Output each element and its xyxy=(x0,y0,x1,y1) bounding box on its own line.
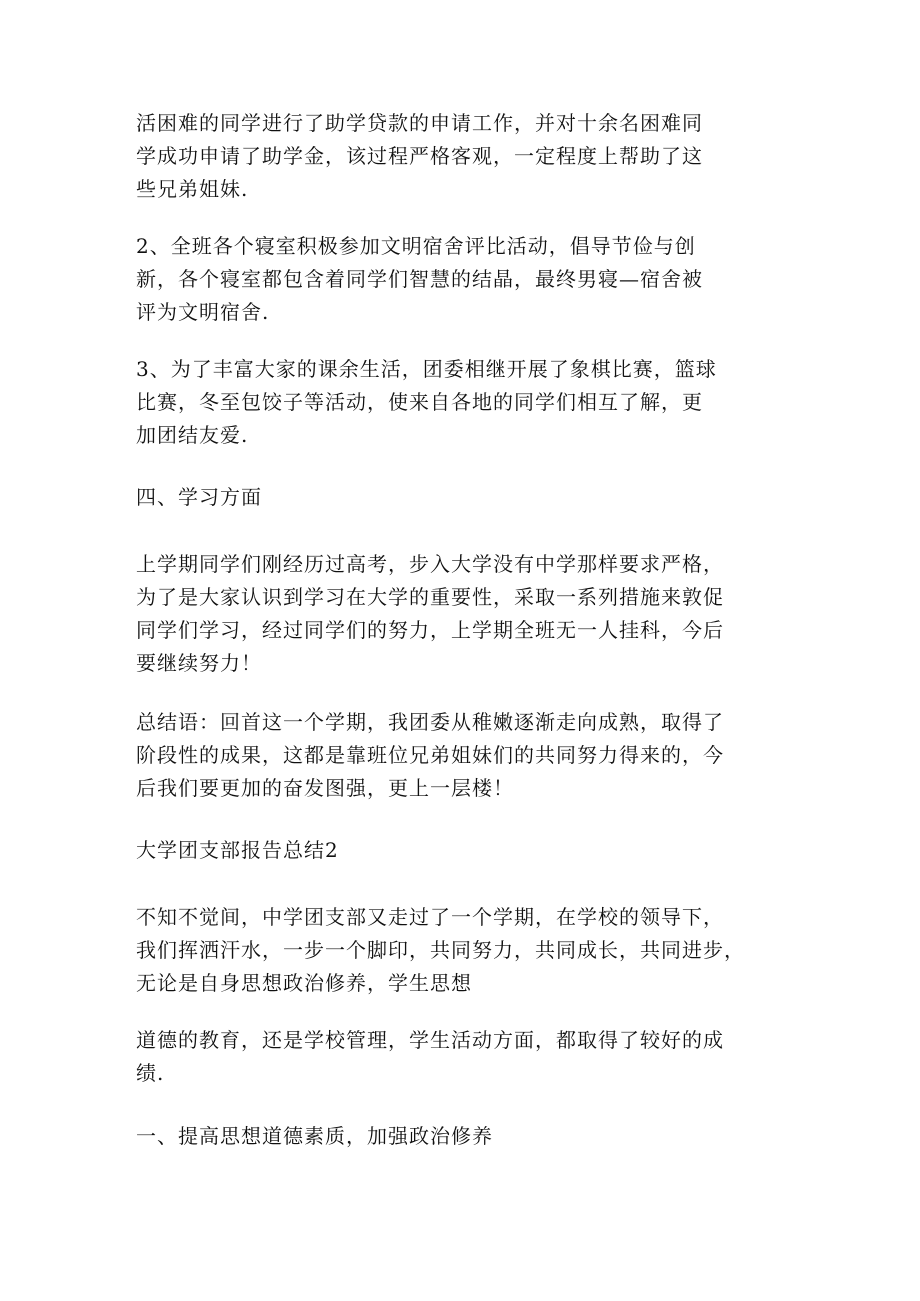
section-heading-study xyxy=(136,481,796,514)
paragraph-intro-2 xyxy=(136,901,796,1000)
heading-line: 大学团支部报告总结2 xyxy=(136,838,339,862)
text-line: 阶段性的成果，这都是靠班位兄弟姐妹们的共同努力得来的，今 xyxy=(136,743,724,767)
text-line: 绩. xyxy=(136,1061,165,1085)
report-title-2 xyxy=(136,834,796,867)
text-line: 无论是自身思想政治修养，学生思想 xyxy=(136,971,472,995)
section-heading-ideology xyxy=(136,1120,796,1153)
text-line: 加团结友爱. xyxy=(136,423,249,447)
paragraph-intro-2-continued xyxy=(136,1024,796,1090)
text-line: 评为文明宿舍. xyxy=(136,300,270,324)
text-line: 我们挥洒汗水，一步一个脚印，共同努力，共同成长，共同进步， xyxy=(136,938,745,962)
text-line: 新，各个寝室都包含着同学们智慧的结晶，最终男寝—宿舍被 xyxy=(136,267,703,291)
paragraph-study xyxy=(136,548,796,680)
text-line: 道德的教育，还是学校管理，学生活动方面，都取得了较好的成 xyxy=(136,1028,724,1052)
text-line: 不知不觉间，中学团支部又走过了一个学期，在学校的领导下， xyxy=(136,905,724,929)
text-line: 要继续努力！ xyxy=(136,651,262,675)
paragraph-aid-applications xyxy=(136,107,796,206)
text-line: 比赛，冬至包饺子等活动，使来自各地的同学们相互了解，更 xyxy=(136,390,703,414)
heading-line: 一、提高思想道德素质，加强政治修养 xyxy=(136,1124,493,1148)
paragraph-activities xyxy=(136,353,796,452)
text-line: 总结语：回首这一个学期，我团委从稚嫩逐渐走向成熟，取得了 xyxy=(136,710,724,734)
text-line: 为了是大家认识到学习在大学的重要性，采取一系列措施来敦促 xyxy=(136,585,724,609)
paragraph-dorm-contest xyxy=(136,230,796,329)
text-line: 2、全班各个寝室积极参加文明宿舍评比活动，倡导节俭与创 xyxy=(136,234,696,258)
text-line: 活困难的同学进行了助学贷款的申请工作，并对十余名困难同 xyxy=(136,111,703,135)
text-line: 同学们学习，经过同学们的努力，上学期全班无一人挂科，今后 xyxy=(136,618,724,642)
text-line: 上学期同学们刚经历过高考，步入大学没有中学那样要求严格， xyxy=(136,552,724,576)
paragraph-conclusion xyxy=(136,706,796,805)
text-line: 学成功申请了助学金，该过程严格客观，一定程度上帮助了这 xyxy=(136,144,703,168)
text-line: 些兄弟姐妹. xyxy=(136,177,249,201)
text-line: 3、为了丰富大家的课余生活，团委相继开展了象棋比赛，篮球 xyxy=(136,357,717,381)
text-line: 后我们要更加的奋发图强，更上一层楼！ xyxy=(136,776,514,800)
heading-line: 四、学习方面 xyxy=(136,485,262,509)
